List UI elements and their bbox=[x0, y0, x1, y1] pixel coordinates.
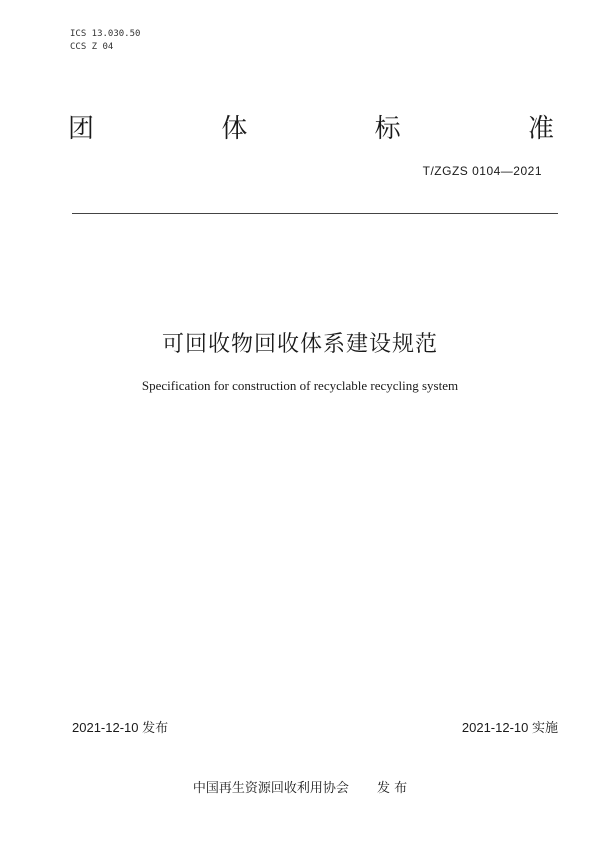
title-char-2: 体 bbox=[221, 114, 248, 144]
implement-date: 2021-12-10 实施 bbox=[461, 720, 558, 735]
title-char-3: 标 bbox=[374, 114, 401, 144]
document-subtitle: Specification for construction of recyclable recycling system bbox=[141, 378, 459, 393]
ics-code: ICS 13.030.50 bbox=[70, 29, 141, 39]
publisher-name: 中国再生资源回收利用协会 bbox=[192, 781, 349, 796]
header-divider bbox=[72, 213, 558, 214]
publisher-line bbox=[0, 777, 600, 796]
standard-type-title bbox=[68, 112, 554, 146]
classification-codes bbox=[70, 28, 140, 54]
title-char-4: 准 bbox=[527, 114, 554, 144]
ccs-code: CCS Z 04 bbox=[70, 42, 114, 52]
document-title: 可回收物回收体系建设规范 bbox=[161, 332, 438, 357]
standard-number: T/ZGZS 0104—2021 bbox=[422, 164, 542, 178]
publish-date: 2021-12-10 发布 bbox=[72, 720, 169, 735]
publish-word: 发 布 bbox=[376, 781, 408, 796]
title-char-1: 团 bbox=[68, 114, 95, 144]
